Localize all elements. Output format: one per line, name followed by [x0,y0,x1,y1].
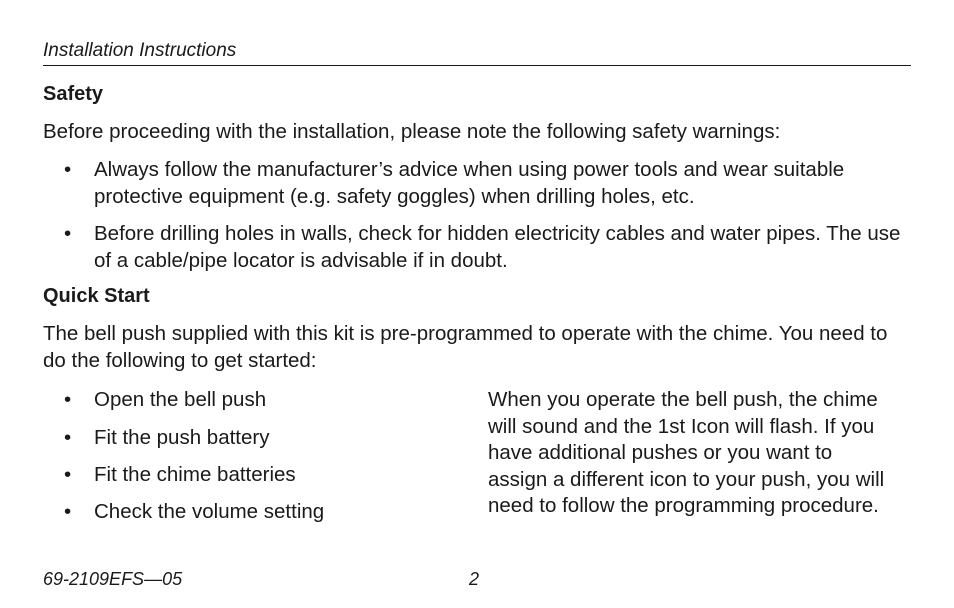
safety-bullet [64,156,914,210]
quick-start-step [64,424,444,451]
bullet-marker: • [64,222,72,245]
bullet-marker: • [64,500,72,523]
quick-start-step [64,386,444,413]
bullet-marker: • [64,158,72,181]
safety-bullet-text: Before drilling holes in walls, check for hidden electricity cables and water pipes. The use of a cable/pipe locator is advisable if in doubt. [94,222,901,272]
safety-heading: Safety [43,83,104,105]
safety-bullet-text: Always follow the manufacturer’s advice when using power tools and wear suitable protective equipment (e.g. safety goggles) when drilling holes, etc. [94,158,845,208]
document-number: 69-2109EFS—05 [43,569,183,589]
header-rule [43,65,911,66]
bullet-marker: • [64,463,72,486]
step-text: Check the volume setting [94,500,325,523]
quick-start-step [64,461,444,488]
running-title: Installation Instructions [43,40,237,61]
step-text: Open the bell push [94,388,267,411]
bullet-marker: • [64,426,72,449]
safety-bullet [64,220,914,274]
step-text: Fit the push battery [94,426,270,449]
page-number: 2 [469,569,480,589]
quick-start-heading: Quick Start [43,285,150,307]
step-text: Fit the chime batteries [94,463,296,486]
safety-intro: Before proceeding with the installation, please note the following safety warnings: [43,120,781,143]
quick-start-intro: The bell push supplied with this kit is pre-programmed to operate with the chime. You need to do the following to get started: [43,322,888,372]
operation-note: When you operate the bell push, the chime will sound and the 1st Icon will flash. If you have additional pushes or you want to assign a different icon to your push, you will need to follow the programming procedure. [488,388,885,517]
quick-start-step [64,498,444,525]
bullet-marker: • [64,388,72,411]
